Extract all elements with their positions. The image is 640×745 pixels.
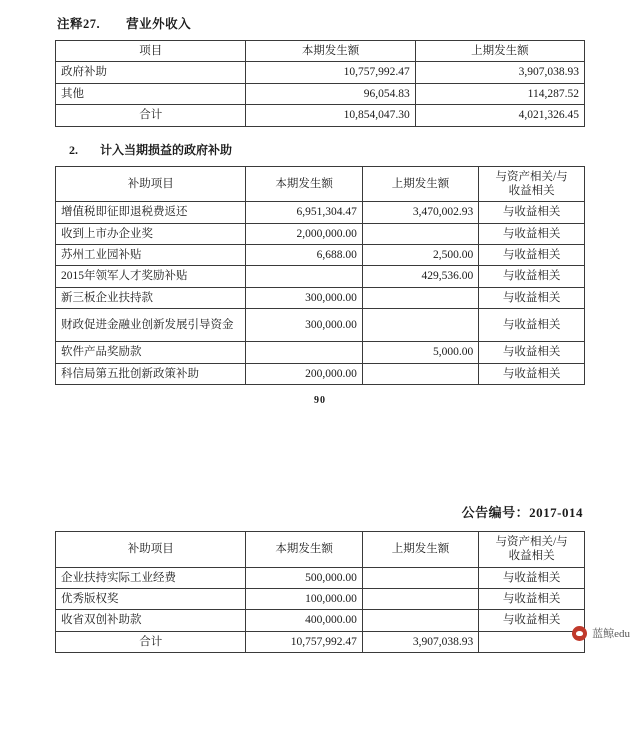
cell-item: 新三板企业扶持款 [56, 287, 246, 308]
whale-icon [572, 626, 587, 641]
cell-previous [362, 610, 478, 631]
bottom-section [0, 502, 640, 653]
note-title: 营业外收入 [126, 17, 192, 31]
header-relation [479, 166, 585, 202]
table-row [56, 223, 585, 244]
cell-current [246, 342, 362, 363]
cell-previous: 5,000.00 [362, 342, 478, 363]
cell-current: 96,054.83 [246, 83, 415, 104]
cell-current: 6,688.00 [246, 245, 362, 266]
cell-relation: 与收益相关 [479, 202, 585, 223]
cell-previous: 4,021,326.45 [415, 105, 584, 126]
header-current: 本期发生额 [246, 41, 415, 62]
table-row [56, 83, 585, 104]
cell-item: 优秀版权奖 [56, 589, 246, 610]
header-current: 本期发生额 [246, 531, 362, 567]
note-heading [57, 14, 585, 32]
cell-relation: 与收益相关 [479, 287, 585, 308]
cell-current: 10,854,047.30 [246, 105, 415, 126]
header-item: 项目 [56, 41, 246, 62]
cell-previous: 2,500.00 [362, 245, 478, 266]
cell-previous: 429,536.00 [362, 266, 478, 287]
cell-current: 10,757,992.47 [246, 631, 362, 652]
table-header-row [56, 166, 585, 202]
table-header-row [56, 41, 585, 62]
cell-relation: 与收益相关 [479, 363, 585, 384]
cell-relation: 与收益相关 [479, 245, 585, 266]
cell-current: 6,951,304.47 [246, 202, 362, 223]
government-subsidy-table [55, 166, 585, 385]
cell-previous [362, 223, 478, 244]
header-item: 补助项目 [56, 531, 246, 567]
cell-item: 收到上市办企业奖 [56, 223, 246, 244]
cell-previous: 114,287.52 [415, 83, 584, 104]
cell-relation: 与收益相关 [479, 567, 585, 588]
cell-item: 苏州工业园补贴 [56, 245, 246, 266]
table-row [56, 610, 585, 631]
header-relation-line2: 收益相关 [508, 184, 555, 197]
cell-current: 500,000.00 [246, 567, 362, 588]
table-row [56, 363, 585, 384]
table-row [56, 589, 585, 610]
header-relation-line1: 与资产相关/与 [495, 535, 568, 548]
cell-item: 企业扶持实际工业经费 [56, 567, 246, 588]
cell-previous: 3,470,002.93 [362, 202, 478, 223]
cell-current [246, 266, 362, 287]
cell-current: 200,000.00 [246, 363, 362, 384]
cell-relation: 与收益相关 [479, 309, 585, 342]
page-number: 90 [314, 394, 326, 406]
table-row [56, 62, 585, 83]
table-header-row [56, 531, 585, 567]
cell-previous [362, 287, 478, 308]
cell-previous [362, 567, 478, 588]
cell-relation: 与收益相关 [479, 223, 585, 244]
cell-current: 300,000.00 [246, 287, 362, 308]
table-row [56, 567, 585, 588]
table-row [56, 287, 585, 308]
cell-item: 科信局第五批创新政策补助 [56, 363, 246, 384]
header-item: 补助项目 [56, 166, 246, 202]
cell-item: 软件产品奖励款 [56, 342, 246, 363]
cell-item: 2015年领军人才奖励补贴 [56, 266, 246, 287]
subsection-title: 计入当期损益的政府补助 [100, 142, 233, 157]
cell-previous [362, 309, 478, 342]
non-operating-income-table [55, 40, 585, 127]
header-relation [479, 531, 585, 567]
cell-relation: 与收益相关 [479, 266, 585, 287]
cell-item: 财政促进金融业创新发展引导资金 [56, 309, 246, 342]
table-row-total [56, 631, 585, 652]
subsection-number: 2. [69, 142, 78, 157]
cell-relation: 与收益相关 [479, 342, 585, 363]
announcement-number: 公告编号：2017-014 [461, 504, 583, 520]
cell-current: 10,757,992.47 [246, 62, 415, 83]
cell-current: 300,000.00 [246, 309, 362, 342]
header-previous: 上期发生额 [415, 41, 584, 62]
cell-relation: 与收益相关 [479, 589, 585, 610]
cell-item: 政府补助 [56, 62, 246, 83]
table-row [56, 309, 585, 342]
cell-item: 增值税即征即退税费返还 [56, 202, 246, 223]
header-relation-line1: 与资产相关/与 [495, 170, 568, 183]
cell-previous [362, 589, 478, 610]
cell-item: 其他 [56, 83, 246, 104]
header-previous: 上期发生额 [362, 531, 478, 567]
page-break-gap [0, 406, 640, 458]
watermark [572, 625, 630, 641]
table-row [56, 266, 585, 287]
cell-current: 400,000.00 [246, 610, 362, 631]
subsection-heading [69, 141, 585, 158]
table-row-total [56, 105, 585, 126]
watermark-text: 蓝鲸edu [592, 628, 630, 641]
cell-item: 合计 [56, 105, 246, 126]
note-number: 注释27. [57, 17, 101, 31]
cell-item: 合计 [56, 631, 246, 652]
cell-item: 收省双创补助款 [56, 610, 246, 631]
header-current: 本期发生额 [246, 166, 362, 202]
cell-relation: 与收益相关 [479, 610, 585, 631]
cell-previous: 3,907,038.93 [362, 631, 478, 652]
cell-current: 100,000.00 [246, 589, 362, 610]
table-row [56, 202, 585, 223]
table-row [56, 245, 585, 266]
cell-previous: 3,907,038.93 [415, 62, 584, 83]
cell-current: 2,000,000.00 [246, 223, 362, 244]
cell-relation [479, 631, 585, 652]
header-previous: 上期发生额 [362, 166, 478, 202]
government-subsidy-table-continued [55, 531, 585, 653]
table-row [56, 342, 585, 363]
header-relation-line2: 收益相关 [508, 550, 555, 563]
cell-previous [362, 363, 478, 384]
